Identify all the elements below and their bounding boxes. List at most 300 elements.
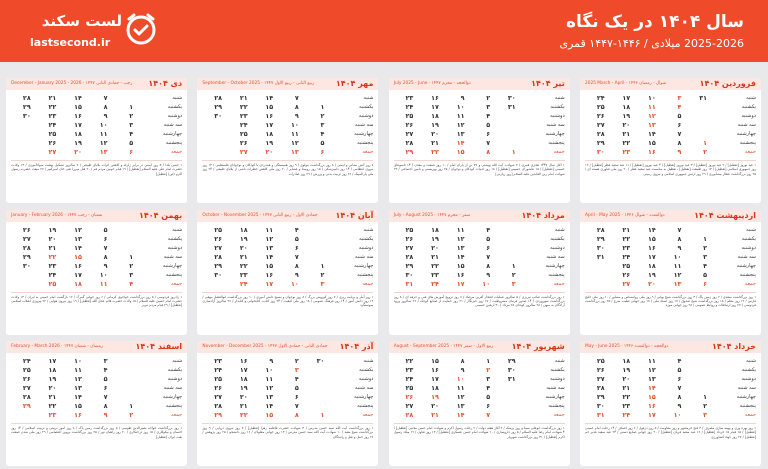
month-card	[6, 341, 187, 466]
day-number: ۲۱	[431, 411, 439, 419]
month-card	[197, 78, 378, 203]
day-number: ۲۳	[48, 112, 57, 120]
empty-day-cell	[116, 393, 142, 402]
day-cell	[116, 262, 142, 271]
day-cell	[498, 366, 524, 375]
month-range: July 2025 - June · ذوالحجه - محرم ۱۴۴۷	[393, 81, 471, 86]
day-number: ۹	[677, 148, 682, 156]
day-cell	[473, 139, 499, 148]
day-number: ۱۳	[456, 130, 465, 138]
day-number: ۲۹	[596, 234, 605, 243]
weekday-label: شنبه	[172, 226, 183, 233]
day-number: ۱۳	[99, 148, 108, 156]
day-cell	[256, 384, 282, 393]
day-number: ۲۱	[431, 139, 439, 147]
empty-day-cell	[116, 357, 142, 366]
month-range: September - October 2025 · ربیع الثانی - ربیع الاول ۱۴۴۷	[202, 81, 315, 86]
day-cell	[396, 112, 422, 121]
month-name: تیر ۱۴۰۴	[531, 79, 565, 88]
day-cell	[204, 357, 230, 366]
day-number: ۱۳	[648, 375, 656, 383]
day-cell	[587, 253, 613, 262]
months-grid	[7, 78, 761, 466]
day-cell	[256, 280, 282, 289]
day-cell	[90, 384, 116, 393]
day-cell	[281, 244, 307, 253]
day-number: ۱۵	[74, 103, 82, 111]
day-cell	[13, 226, 39, 235]
day-number: ۳	[129, 270, 134, 279]
days-grid	[13, 226, 141, 289]
weekday-column	[333, 357, 373, 420]
day-cell	[90, 262, 116, 271]
day-number: ۵	[320, 139, 325, 147]
day-cell	[689, 402, 715, 411]
day-number: ۲۲	[622, 139, 631, 147]
day-cell	[613, 226, 639, 235]
day-cell	[307, 121, 333, 130]
day-number: ۱۲	[265, 234, 274, 243]
day-number: ۷	[486, 139, 491, 147]
day-number: ۱۹	[622, 112, 631, 120]
calendar-header	[0, 0, 768, 62]
day-cell	[613, 139, 639, 148]
day-cell	[90, 226, 116, 235]
day-cell	[396, 411, 422, 420]
day-number: ۲۳	[48, 261, 57, 270]
weekday-label: سه شنبه	[355, 122, 374, 128]
day-cell	[664, 244, 690, 253]
day-cell	[396, 280, 422, 289]
month-name: آذر ۱۴۰۴	[339, 342, 374, 351]
day-cell	[664, 280, 690, 289]
month-header	[580, 341, 761, 353]
day-cell	[64, 375, 90, 384]
weekday-label: شنبه	[554, 358, 565, 364]
day-number: ۲	[486, 94, 491, 102]
day-cell	[613, 94, 639, 103]
day-number: ۲۱	[239, 94, 248, 102]
day-cell	[256, 271, 282, 280]
month-events: ۱ روز بزرگداشت سعدی / ۲ روز زمین پاک / ۳ روز بزرگداشت شیخ بهایی / ۹ روز ملی روانشناس و مشاور / ۱۰ روز ملی خلیج فارس / ۱۲ روز معلم / ۱۵ روز بزرگداشت شیخ صدوق / ۱۷ روز اسناد ملی / ۱۸ روز جهانی صلیب سرخ / ۲۵ روز بزرگداشت فردوسی / ۲۷ روز ارتباطات و روابط عمومی / ۲۸ روز جهانی موزه	[585, 294, 756, 308]
weekday-label: یکشنبه	[359, 235, 374, 242]
day-number: ۲۲	[622, 393, 631, 401]
day-cell	[421, 235, 447, 244]
day-number: ۵	[486, 234, 491, 243]
day-cell	[230, 402, 256, 411]
day-number: ۵	[103, 375, 108, 383]
weekday-label: شنبه	[172, 95, 183, 101]
day-number: ۱۸	[622, 103, 631, 111]
day-number: ۲۳	[214, 357, 223, 365]
days-grid	[587, 357, 715, 420]
day-cell	[396, 402, 422, 411]
day-number: ۲۶	[405, 234, 414, 243]
day-number: ۱	[129, 103, 134, 111]
day-cell	[421, 226, 447, 235]
month-name: آبان ۱۴۰۴	[335, 210, 374, 220]
weekday-label: شنبه	[172, 358, 183, 364]
day-number: ۲۹	[596, 139, 605, 147]
day-number: ۱۶	[648, 148, 656, 156]
day-cell	[256, 112, 282, 121]
day-cell	[116, 103, 142, 112]
empty-day-cell	[689, 375, 715, 384]
empty-day-cell	[498, 384, 524, 393]
day-cell	[587, 112, 613, 121]
day-number: ۲۹	[596, 393, 605, 401]
day-cell	[281, 280, 307, 289]
day-cell	[421, 148, 447, 157]
day-cell	[256, 366, 282, 375]
day-number: ۱۷	[74, 270, 82, 279]
day-number: ۲۵	[48, 279, 57, 288]
day-cell	[396, 226, 422, 235]
day-number: ۱۱	[673, 261, 682, 270]
day-number: ۲۵	[22, 366, 31, 374]
empty-day-cell	[498, 402, 524, 411]
day-cell	[90, 139, 116, 148]
empty-day-cell	[498, 253, 524, 262]
empty-day-cell	[689, 366, 715, 375]
brand-logo[interactable]	[16, 10, 166, 54]
day-number: ۲۵	[622, 261, 631, 270]
day-cell	[396, 253, 422, 262]
weekday-label: سه شنبه	[737, 253, 756, 260]
day-cell	[473, 235, 499, 244]
day-number: ۹	[103, 112, 108, 120]
day-cell	[281, 121, 307, 130]
day-number: ۷	[677, 225, 682, 234]
day-cell	[64, 94, 90, 103]
day-number: ۱۶	[456, 270, 465, 279]
month-card	[6, 78, 187, 203]
day-number: ۱۸	[239, 225, 248, 234]
day-number: ۸	[103, 252, 108, 261]
day-number: ۲۲	[431, 261, 439, 270]
day-cell	[13, 366, 39, 375]
day-number: ۴	[129, 130, 134, 138]
weekday-label: پنجشنبه	[739, 403, 756, 409]
day-cell	[498, 280, 524, 289]
day-cell	[39, 280, 65, 289]
day-number: ۲۶	[22, 375, 31, 383]
month-header	[6, 210, 187, 222]
day-cell	[13, 262, 39, 271]
day-number: ۲۸	[22, 243, 31, 252]
day-number: ۲۷	[596, 121, 605, 129]
day-cell	[204, 262, 230, 271]
day-cell	[230, 94, 256, 103]
weekday-label: چهارشنبه	[354, 262, 374, 269]
day-cell	[39, 253, 65, 262]
day-number: ۱۶	[74, 112, 82, 120]
day-number: ۷	[486, 252, 491, 261]
day-number: ۶	[103, 234, 108, 243]
day-cell	[64, 393, 90, 402]
day-cell	[116, 112, 142, 121]
month-card	[580, 78, 761, 203]
day-number: ۲۸	[214, 94, 223, 102]
weekday-column	[525, 357, 565, 420]
weekday-label: یکشنبه	[167, 104, 183, 110]
day-number: ۱۷	[456, 279, 465, 288]
day-number: ۲۱	[48, 393, 57, 401]
events-divider	[394, 423, 565, 424]
day-cell	[664, 357, 690, 366]
month-range: August - September 2025 · ربیع الاول - صفر ۱۴۴۷	[393, 344, 494, 349]
day-number: ۲۴	[431, 279, 439, 288]
day-number: ۲۶	[48, 139, 57, 147]
day-number: ۱۲	[74, 225, 82, 234]
day-number: ۱۶	[431, 94, 439, 102]
day-number: ۲	[320, 270, 325, 279]
weekday-label: دوشنبه	[550, 113, 565, 119]
empty-day-cell	[13, 121, 39, 130]
weekday-label: چهارشنبه	[545, 131, 565, 137]
day-cell	[473, 411, 499, 420]
day-number: ۲۶	[22, 225, 31, 234]
day-number: ۲۹	[22, 252, 31, 261]
day-number: ۹	[294, 112, 299, 120]
day-cell	[281, 357, 307, 366]
empty-day-cell	[116, 244, 142, 253]
day-number: ۱۴	[648, 384, 656, 392]
day-cell	[230, 226, 256, 235]
day-number: ۲۹	[214, 103, 223, 111]
day-cell	[90, 357, 116, 366]
weekday-label: سه شنبه	[355, 385, 374, 391]
day-cell	[39, 148, 65, 157]
day-cell	[116, 402, 142, 411]
weekday-label: پنجشنبه	[548, 271, 565, 278]
weekday-label: پنجشنبه	[357, 140, 374, 146]
month-header	[6, 78, 187, 90]
day-number: ۳	[129, 121, 134, 129]
day-cell	[39, 262, 65, 271]
weekday-label: چهارشنبه	[354, 394, 374, 400]
day-cell	[116, 271, 142, 280]
day-number: ۱۷	[622, 94, 631, 102]
day-cell	[613, 411, 639, 420]
day-cell	[587, 402, 613, 411]
day-cell	[473, 130, 499, 139]
day-cell	[498, 375, 524, 384]
day-cell	[587, 139, 613, 148]
day-number: ۵	[103, 225, 108, 234]
weekday-label: دوشنبه	[167, 113, 183, 119]
day-number: ۲۴	[239, 121, 248, 129]
weekday-label: جمعه	[171, 412, 183, 418]
day-cell	[421, 402, 447, 411]
weekday-label: دوشنبه	[167, 376, 183, 382]
month-events: ۱ روز آمار و برنامه ریزی / ۷ روز کوروش بزرگ / ۸ روز نوجوان و بسیج دانش آموزی / ۱۰ روز بزرگداشت ابوالفضل بیهقی / ۱۳ روز دانش آموز / ۱۴ روز فرهنگ عمومی / ۱۸ روز ملی کیفیت / ۲۴ روز کتاب، کتابخوانی و کتابدار / ۲۶ سالروز آزادسازی سوسنگرد	[202, 294, 374, 308]
day-number: ۱۰	[74, 357, 82, 365]
day-number: ۲۶	[405, 121, 414, 129]
day-number: ۳۰	[405, 270, 414, 279]
day-cell	[638, 384, 664, 393]
events-divider	[394, 292, 565, 293]
day-cell	[587, 94, 613, 103]
weekday-column	[716, 94, 756, 157]
day-number: ۱۲	[456, 121, 465, 129]
day-cell	[64, 130, 90, 139]
day-cell	[689, 139, 715, 148]
day-cell	[13, 253, 39, 262]
day-number: ۱۸	[48, 366, 57, 374]
day-cell	[664, 384, 690, 393]
day-number: ۱۱	[456, 384, 465, 392]
day-cell	[638, 121, 664, 130]
day-number: ۲۸	[596, 225, 605, 234]
day-number: ۲۹	[405, 148, 414, 156]
day-cell	[447, 139, 473, 148]
day-number: ۲۶	[214, 234, 223, 243]
day-number: ۱	[703, 139, 707, 147]
day-cell	[204, 235, 230, 244]
weekday-label: سه شنبه	[546, 122, 565, 128]
empty-day-cell	[498, 235, 524, 244]
day-cell	[204, 402, 230, 411]
day-cell	[638, 253, 664, 262]
empty-day-cell	[498, 411, 524, 420]
day-number: ۹	[103, 261, 108, 270]
day-number: ۲۵	[405, 225, 414, 234]
month-range: January - February 2026 · شعبان - رجب ۱۴۴۷	[11, 212, 103, 218]
day-number: ۲	[703, 148, 707, 156]
empty-day-cell	[498, 244, 524, 253]
day-cell	[638, 393, 664, 402]
day-number: ۱۳	[648, 121, 656, 129]
empty-day-cell	[307, 384, 333, 393]
day-number: ۳	[320, 279, 325, 288]
weekday-label: شنبه	[554, 226, 565, 233]
day-number: ۸	[103, 402, 108, 410]
day-cell	[39, 226, 65, 235]
day-cell	[421, 112, 447, 121]
day-number: ۶	[486, 402, 491, 410]
day-number: ۲۸	[22, 393, 31, 401]
day-number: ۱۲	[456, 234, 465, 243]
day-number: ۲۳	[622, 148, 631, 156]
day-cell	[204, 226, 230, 235]
empty-day-cell	[498, 112, 524, 121]
day-cell	[473, 357, 499, 366]
day-number: ۲	[129, 261, 134, 270]
weekday-label: جمعه	[744, 412, 756, 418]
day-number: ۱۳	[265, 243, 274, 252]
day-cell	[90, 148, 116, 157]
day-cell	[421, 393, 447, 402]
month-range: April - May 2025 · ذوالقعده - شوال ۱۴۴۶	[585, 212, 665, 218]
day-cell	[281, 384, 307, 393]
weekday-label: دوشنبه	[741, 376, 756, 382]
day-cell	[64, 262, 90, 271]
day-number: ۱	[320, 411, 325, 419]
day-cell	[396, 393, 422, 402]
day-cell	[473, 393, 499, 402]
day-cell	[638, 357, 664, 366]
day-number: ۲۷	[622, 279, 631, 288]
weekday-label: چهارشنبه	[162, 394, 183, 400]
day-cell	[256, 244, 282, 253]
month-events: ۱ روز بزرگداشت صائب تبریزی / ۵ سالروز عملیات افتخار آفرین مرصاد / ۶ روز ترویج آموزش های فنی و حرفه ای / ۸ روز بزرگداشت سهروردی / ۱۴ صدور فرمان مشروطیت / ۱۷ روز خبرنگار / ۲۱ روز حمایت از صنایع کوچک / ۲۶ سالروز ورود آزادگان به میهن / ۲۸ سالروز کودتای ۲۸ مرداد / ۳۰ اربعین حسینی	[393, 294, 565, 308]
day-number: ۱۹	[239, 384, 248, 392]
day-number: ۹	[677, 402, 682, 410]
day-number: ۲۴	[596, 94, 605, 102]
month-card	[6, 210, 187, 335]
events-divider	[11, 423, 182, 424]
day-number: ۴	[129, 279, 134, 288]
day-number: ۳۱	[405, 279, 414, 288]
day-cell	[664, 253, 690, 262]
day-number: ۲۹	[214, 411, 223, 419]
day-number: ۱۶	[74, 261, 82, 270]
day-cell	[307, 262, 333, 271]
day-cell	[587, 235, 613, 244]
day-number: ۲۴	[48, 270, 57, 279]
events-divider	[585, 423, 756, 424]
day-cell	[447, 121, 473, 130]
day-cell	[281, 226, 307, 235]
day-number: ۲۱	[48, 94, 57, 102]
month-header	[389, 78, 570, 90]
day-number: ۲۴	[214, 366, 223, 374]
day-cell	[90, 94, 116, 103]
day-cell	[638, 139, 664, 148]
day-number: ۳۱	[507, 103, 516, 111]
day-cell	[13, 94, 39, 103]
day-number: ۱۷	[48, 357, 57, 365]
day-number: ۱۴	[456, 252, 465, 261]
day-number: ۱۴	[265, 402, 274, 410]
day-cell	[90, 375, 116, 384]
day-cell	[256, 226, 282, 235]
day-cell	[204, 244, 230, 253]
day-cell	[281, 393, 307, 402]
day-cell	[689, 271, 715, 280]
day-number: ۲۴	[405, 103, 414, 111]
day-cell	[638, 262, 664, 271]
month-events: ۱ جشن یلدا / ۵ روز ایمنی در برابر زلزله و کاهش اثرات بلایای طبیعی / ۷ سالروز تشکیل نهضت سوادآموزی / ۱۳ ولادت حضرت امام علی علیه السلام [تعطیل] / ۱۹ قیام خونین مردم قم / ۲۰ قتل میرزا تقی خان امیرکبیر / ۲۷ مبعث حضرت رسول اکرم (ص) [تعطیل]	[11, 163, 183, 176]
empty-day-cell	[204, 280, 230, 289]
day-cell	[204, 94, 230, 103]
day-number: ۲۵	[239, 130, 248, 138]
day-number: ۹	[677, 243, 682, 252]
day-number: ۳۰	[22, 112, 31, 120]
day-number: ۱	[320, 103, 325, 111]
day-number: ۲۴	[405, 375, 414, 383]
weekday-label: سه شنبه	[737, 385, 756, 391]
month-header	[389, 341, 570, 353]
weekday-column	[716, 357, 756, 420]
day-cell	[473, 121, 499, 130]
month-events: ۷ روز آتش نشانی و ایمنی / ۸ روز بزرگداشت مولوی / ۹ روز همبستگی و همدردی با کودکان و نوجوانان فلسطینی / ۱۳ روز نیروی انتظامی / ۱۴ روز دامپزشکی / ۱۵ روز روستا و عشایر / ۲۰ روز ملی کاهش خطرات ناشی از بلایای طبیعی / ۲۴ روز ملی پارالمپیک / ۲۶ روز تربیت بدنی و ورزش / ۲۹ روز صادرات	[202, 163, 374, 176]
day-number: ۸	[677, 393, 682, 401]
day-cell	[664, 94, 690, 103]
day-cell	[64, 235, 90, 244]
day-cell	[204, 253, 230, 262]
day-cell	[230, 253, 256, 262]
day-cell	[473, 94, 499, 103]
month-header	[6, 341, 187, 353]
day-number: ۸	[103, 103, 108, 111]
weekday-label: شنبه	[554, 95, 565, 101]
weekday-column	[142, 226, 182, 289]
day-cell	[39, 393, 65, 402]
day-number: ۱	[511, 261, 516, 270]
day-number: ۲۳	[239, 270, 248, 279]
